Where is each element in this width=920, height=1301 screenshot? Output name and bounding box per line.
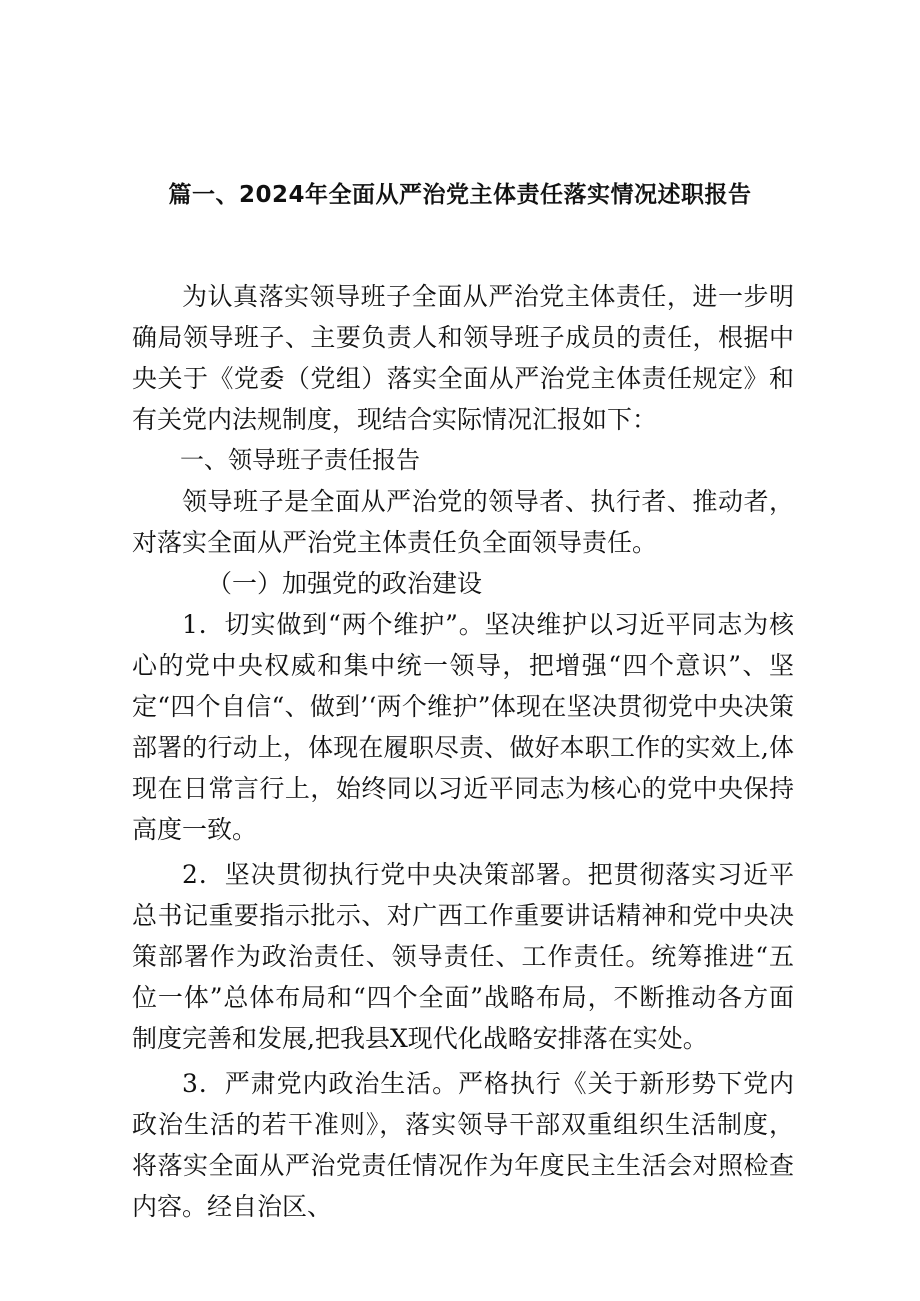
subsection-heading: （一）加强党的政治建设 <box>207 569 483 598</box>
intro-paragraph: 为认真落实领导班子全面从严治党主体责任，进一步明确局领导班子、主要负责人和领导班子成员的责任，根据中央关于《党委（党组）落实全面从严治党主体责任规定》和有关党内法规制度，现结合实际情况汇报如下： <box>132 282 794 434</box>
section-heading: 一、领导班子责任报告 <box>180 446 420 474</box>
item-paragraph-3: 3．严肃党内政治生活。严格执行《关于新形势下党内政治生活的若干准则》，落实领导干部双重组织生活制度，将落实全面从严治党责任情况作为年度民主生活会对照检查内容。经自治区、 <box>132 1069 794 1221</box>
item-paragraph-1: 1．切实做到“两个维护”。坚决维护以习近平同志为核心的党中央权威和集中统一领导，把增强“四个意识”、坚定“四个自信“、做到’‘两个维护”体现在坚决贯彻党中央决策部署的行动上，体现在履职尽责、做好本职工作的实效上,体现在日常言行上，始终同以习近平同志为核心的党中央保持高度一致。 <box>132 610 794 844</box>
item-paragraph-2: 2．坚决贯彻执行党中央决策部署。把贯彻落实习近平总书记重要指示批示、对广西工作重要讲话精神和党中央决策部署作为政治责任、领导责任、工作责任。统筹推进“五位一体”总体布局和“四个全面”战略布局，不断推动各方面制度完善和发展,把我县X现代化战略安排落在实处。 <box>132 860 794 1053</box>
document-title: 篇一、2024年全面从严治党主体责任落实情况述职报告 <box>168 182 752 208</box>
document-body <box>132 276 794 1227</box>
section-intro-paragraph: 领导班子是全面从严治党的领导者、执行者、推动者，对落实全面从严治党主体责任负全面领导责任。 <box>132 487 794 557</box>
